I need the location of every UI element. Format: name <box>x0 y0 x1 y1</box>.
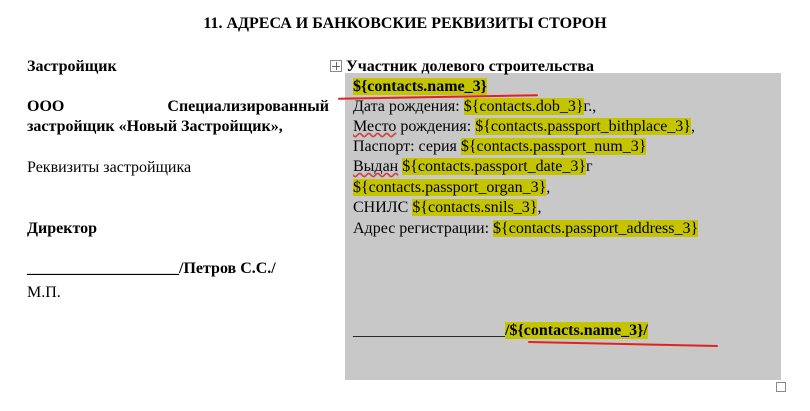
dob-label: Дата рождения: <box>353 98 464 115</box>
birthplace-suffix: , <box>690 118 695 135</box>
organ-suffix: , <box>546 179 551 196</box>
birthplace-label-rest: рождения: <box>396 118 476 135</box>
company-word-specialized: Специализированный <box>167 98 329 115</box>
table-resize-handle-icon[interactable] <box>776 382 786 392</box>
signature-name-placeholder[interactable]: /${contacts.name_3}/ <box>505 322 648 339</box>
issued-suffix: г <box>586 158 593 175</box>
participant-issued-line[interactable] <box>353 157 593 177</box>
company-word-ooo: ООО <box>27 98 65 115</box>
address-label: Адрес регистрации: <box>353 220 494 237</box>
participant-birthplace-line[interactable] <box>353 117 695 137</box>
passport-placeholder[interactable]: ${contacts.passport_num_3} <box>460 138 647 155</box>
birthplace-label-word: Место <box>353 118 397 135</box>
developer-heading: Застройщик <box>27 58 117 75</box>
section-title: 11. АДРЕСА И БАНКОВСКИЕ РЕКВИЗИТЫ СТОРОН <box>203 15 607 32</box>
birthplace-placeholder[interactable]: ${contacts.passport_bithplace_3} <box>475 118 691 135</box>
director-label: Директор <box>27 220 97 237</box>
participant-signature-underscores: ___________________ <box>353 322 505 339</box>
developer-requisites-label: Реквизиты застройщика <box>27 159 192 176</box>
participant-heading: Участник долевого строительства <box>346 58 595 75</box>
table-move-handle-icon[interactable] <box>330 60 342 72</box>
name-placeholder[interactable]: ${contacts.name_3} <box>353 78 487 95</box>
participant-signature-line[interactable] <box>353 321 648 341</box>
developer-company-line2: застройщик «Новый Застройщик», <box>27 118 283 135</box>
dob-suffix: г., <box>583 98 597 115</box>
developer-company-line1 <box>27 97 329 117</box>
issued-placeholder[interactable]: ${contacts.passport_date_3} <box>402 158 586 175</box>
address-placeholder[interactable]: ${contacts.passport_address_3} <box>493 220 699 237</box>
participant-snils-line[interactable] <box>353 198 541 218</box>
participant-dob-line[interactable] <box>353 97 596 117</box>
participant-organ-line[interactable] <box>353 178 550 198</box>
snils-label: СНИЛС <box>353 199 413 216</box>
developer-signature-line: ___________________/Петров С.С./ <box>27 260 276 277</box>
dob-placeholder[interactable]: ${contacts.dob_3} <box>463 98 584 115</box>
issued-label: Выдан <box>353 158 399 175</box>
stamp-label: М.П. <box>27 284 61 301</box>
snils-suffix: , <box>537 199 542 216</box>
participant-name-line[interactable] <box>353 77 487 97</box>
organ-placeholder[interactable]: ${contacts.passport_organ_3} <box>353 179 547 196</box>
snils-placeholder[interactable]: ${contacts.snils_3} <box>412 199 538 216</box>
passport-label: Паспорт: серия <box>353 138 461 155</box>
participant-address-line[interactable] <box>353 219 698 239</box>
participant-passport-line[interactable] <box>353 137 646 157</box>
